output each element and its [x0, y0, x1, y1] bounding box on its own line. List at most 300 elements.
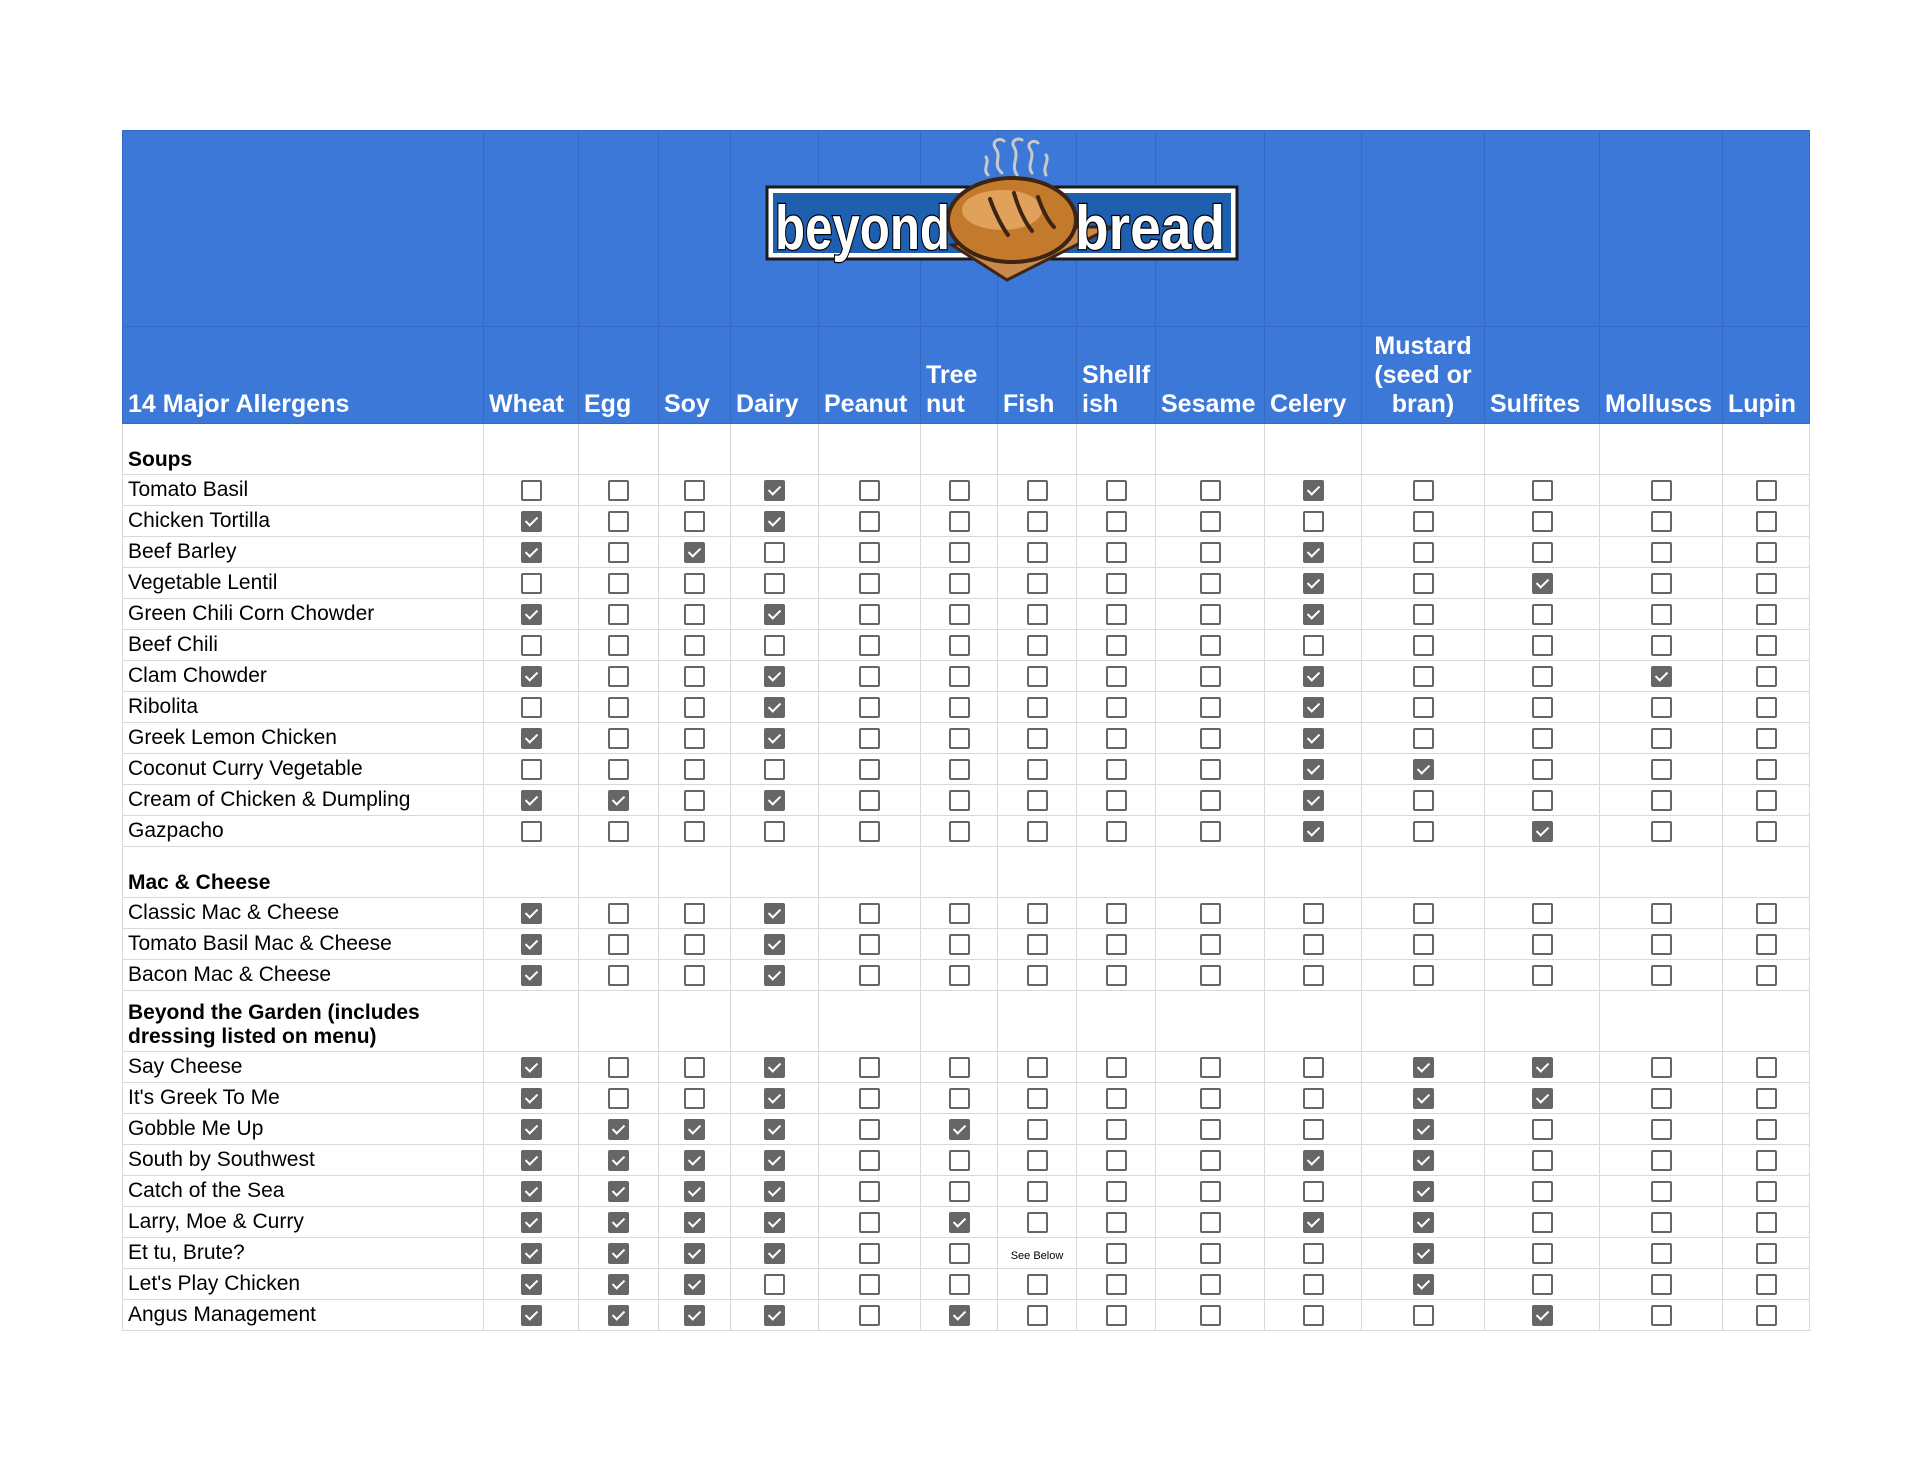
checked-checkbox-icon[interactable]	[608, 1243, 629, 1264]
unchecked-checkbox-icon[interactable]	[859, 965, 880, 986]
checked-checkbox-icon[interactable]	[608, 1150, 629, 1171]
unchecked-checkbox-icon[interactable]	[1027, 790, 1048, 811]
unchecked-checkbox-icon[interactable]	[1651, 1119, 1672, 1140]
unchecked-checkbox-icon[interactable]	[764, 759, 785, 780]
unchecked-checkbox-icon[interactable]	[1532, 635, 1553, 656]
unchecked-checkbox-icon[interactable]	[1413, 604, 1434, 625]
unchecked-checkbox-icon[interactable]	[949, 1088, 970, 1109]
unchecked-checkbox-icon[interactable]	[764, 635, 785, 656]
unchecked-checkbox-icon[interactable]	[859, 1305, 880, 1326]
unchecked-checkbox-icon[interactable]	[949, 728, 970, 749]
unchecked-checkbox-icon[interactable]	[608, 759, 629, 780]
unchecked-checkbox-icon[interactable]	[1106, 934, 1127, 955]
unchecked-checkbox-icon[interactable]	[1200, 790, 1221, 811]
checked-checkbox-icon[interactable]	[764, 480, 785, 501]
checked-checkbox-icon[interactable]	[764, 1181, 785, 1202]
unchecked-checkbox-icon[interactable]	[949, 903, 970, 924]
checked-checkbox-icon[interactable]	[684, 1243, 705, 1264]
unchecked-checkbox-icon[interactable]	[1756, 1181, 1777, 1202]
unchecked-checkbox-icon[interactable]	[684, 511, 705, 532]
checked-checkbox-icon[interactable]	[521, 1057, 542, 1078]
checked-checkbox-icon[interactable]	[1303, 666, 1324, 687]
unchecked-checkbox-icon[interactable]	[684, 604, 705, 625]
checked-checkbox-icon[interactable]	[521, 1274, 542, 1295]
unchecked-checkbox-icon[interactable]	[1651, 821, 1672, 842]
unchecked-checkbox-icon[interactable]	[859, 1243, 880, 1264]
unchecked-checkbox-icon[interactable]	[859, 759, 880, 780]
checked-checkbox-icon[interactable]	[764, 728, 785, 749]
unchecked-checkbox-icon[interactable]	[1106, 1057, 1127, 1078]
unchecked-checkbox-icon[interactable]	[1756, 1212, 1777, 1233]
unchecked-checkbox-icon[interactable]	[1532, 728, 1553, 749]
unchecked-checkbox-icon[interactable]	[1756, 1119, 1777, 1140]
checked-checkbox-icon[interactable]	[684, 1150, 705, 1171]
unchecked-checkbox-icon[interactable]	[1200, 821, 1221, 842]
unchecked-checkbox-icon[interactable]	[1413, 573, 1434, 594]
unchecked-checkbox-icon[interactable]	[1651, 1212, 1672, 1233]
unchecked-checkbox-icon[interactable]	[949, 511, 970, 532]
unchecked-checkbox-icon[interactable]	[1106, 511, 1127, 532]
unchecked-checkbox-icon[interactable]	[684, 790, 705, 811]
unchecked-checkbox-icon[interactable]	[1532, 759, 1553, 780]
unchecked-checkbox-icon[interactable]	[949, 1181, 970, 1202]
checked-checkbox-icon[interactable]	[1303, 1150, 1324, 1171]
unchecked-checkbox-icon[interactable]	[1200, 1150, 1221, 1171]
checked-checkbox-icon[interactable]	[1413, 1181, 1434, 1202]
checked-checkbox-icon[interactable]	[1303, 759, 1324, 780]
unchecked-checkbox-icon[interactable]	[1532, 1212, 1553, 1233]
checked-checkbox-icon[interactable]	[1413, 1274, 1434, 1295]
unchecked-checkbox-icon[interactable]	[949, 697, 970, 718]
unchecked-checkbox-icon[interactable]	[1651, 573, 1672, 594]
unchecked-checkbox-icon[interactable]	[608, 573, 629, 594]
unchecked-checkbox-icon[interactable]	[764, 1274, 785, 1295]
unchecked-checkbox-icon[interactable]	[1532, 604, 1553, 625]
unchecked-checkbox-icon[interactable]	[1027, 821, 1048, 842]
unchecked-checkbox-icon[interactable]	[1200, 1305, 1221, 1326]
unchecked-checkbox-icon[interactable]	[1532, 1150, 1553, 1171]
unchecked-checkbox-icon[interactable]	[608, 821, 629, 842]
checked-checkbox-icon[interactable]	[1303, 728, 1324, 749]
unchecked-checkbox-icon[interactable]	[1027, 1150, 1048, 1171]
unchecked-checkbox-icon[interactable]	[1756, 666, 1777, 687]
unchecked-checkbox-icon[interactable]	[949, 1243, 970, 1264]
unchecked-checkbox-icon[interactable]	[1200, 1212, 1221, 1233]
unchecked-checkbox-icon[interactable]	[684, 1057, 705, 1078]
unchecked-checkbox-icon[interactable]	[1303, 1088, 1324, 1109]
unchecked-checkbox-icon[interactable]	[1651, 1150, 1672, 1171]
checked-checkbox-icon[interactable]	[521, 604, 542, 625]
unchecked-checkbox-icon[interactable]	[1413, 511, 1434, 532]
unchecked-checkbox-icon[interactable]	[859, 573, 880, 594]
checked-checkbox-icon[interactable]	[521, 1181, 542, 1202]
checked-checkbox-icon[interactable]	[1303, 790, 1324, 811]
unchecked-checkbox-icon[interactable]	[764, 821, 785, 842]
unchecked-checkbox-icon[interactable]	[1756, 790, 1777, 811]
checked-checkbox-icon[interactable]	[764, 1305, 785, 1326]
unchecked-checkbox-icon[interactable]	[1027, 934, 1048, 955]
unchecked-checkbox-icon[interactable]	[1651, 1057, 1672, 1078]
checked-checkbox-icon[interactable]	[684, 542, 705, 563]
unchecked-checkbox-icon[interactable]	[859, 903, 880, 924]
checked-checkbox-icon[interactable]	[521, 1150, 542, 1171]
unchecked-checkbox-icon[interactable]	[1200, 903, 1221, 924]
checked-checkbox-icon[interactable]	[1413, 759, 1434, 780]
unchecked-checkbox-icon[interactable]	[1756, 1274, 1777, 1295]
unchecked-checkbox-icon[interactable]	[949, 1274, 970, 1295]
unchecked-checkbox-icon[interactable]	[608, 934, 629, 955]
unchecked-checkbox-icon[interactable]	[859, 934, 880, 955]
checked-checkbox-icon[interactable]	[608, 1305, 629, 1326]
checked-checkbox-icon[interactable]	[764, 1212, 785, 1233]
checked-checkbox-icon[interactable]	[764, 511, 785, 532]
unchecked-checkbox-icon[interactable]	[1651, 542, 1672, 563]
checked-checkbox-icon[interactable]	[1413, 1119, 1434, 1140]
unchecked-checkbox-icon[interactable]	[1200, 1181, 1221, 1202]
unchecked-checkbox-icon[interactable]	[1027, 666, 1048, 687]
unchecked-checkbox-icon[interactable]	[1303, 965, 1324, 986]
checked-checkbox-icon[interactable]	[764, 790, 785, 811]
checked-checkbox-icon[interactable]	[521, 790, 542, 811]
unchecked-checkbox-icon[interactable]	[1027, 480, 1048, 501]
unchecked-checkbox-icon[interactable]	[521, 821, 542, 842]
unchecked-checkbox-icon[interactable]	[949, 759, 970, 780]
unchecked-checkbox-icon[interactable]	[1106, 635, 1127, 656]
unchecked-checkbox-icon[interactable]	[1756, 934, 1777, 955]
unchecked-checkbox-icon[interactable]	[1200, 1243, 1221, 1264]
unchecked-checkbox-icon[interactable]	[1027, 697, 1048, 718]
unchecked-checkbox-icon[interactable]	[859, 1150, 880, 1171]
checked-checkbox-icon[interactable]	[1413, 1150, 1434, 1171]
unchecked-checkbox-icon[interactable]	[1027, 511, 1048, 532]
checked-checkbox-icon[interactable]	[521, 511, 542, 532]
checked-checkbox-icon[interactable]	[521, 1305, 542, 1326]
unchecked-checkbox-icon[interactable]	[949, 604, 970, 625]
unchecked-checkbox-icon[interactable]	[1303, 1243, 1324, 1264]
unchecked-checkbox-icon[interactable]	[1413, 635, 1434, 656]
unchecked-checkbox-icon[interactable]	[1106, 1243, 1127, 1264]
checked-checkbox-icon[interactable]	[521, 666, 542, 687]
checked-checkbox-icon[interactable]	[1651, 666, 1672, 687]
unchecked-checkbox-icon[interactable]	[1756, 604, 1777, 625]
unchecked-checkbox-icon[interactable]	[608, 728, 629, 749]
unchecked-checkbox-icon[interactable]	[1027, 965, 1048, 986]
unchecked-checkbox-icon[interactable]	[608, 1057, 629, 1078]
checked-checkbox-icon[interactable]	[1303, 821, 1324, 842]
unchecked-checkbox-icon[interactable]	[859, 511, 880, 532]
unchecked-checkbox-icon[interactable]	[1106, 666, 1127, 687]
unchecked-checkbox-icon[interactable]	[1027, 759, 1048, 780]
unchecked-checkbox-icon[interactable]	[1027, 1181, 1048, 1202]
unchecked-checkbox-icon[interactable]	[859, 697, 880, 718]
unchecked-checkbox-icon[interactable]	[1532, 1119, 1553, 1140]
unchecked-checkbox-icon[interactable]	[1200, 965, 1221, 986]
unchecked-checkbox-icon[interactable]	[1532, 542, 1553, 563]
unchecked-checkbox-icon[interactable]	[859, 728, 880, 749]
unchecked-checkbox-icon[interactable]	[859, 635, 880, 656]
unchecked-checkbox-icon[interactable]	[1303, 903, 1324, 924]
checked-checkbox-icon[interactable]	[764, 1088, 785, 1109]
unchecked-checkbox-icon[interactable]	[684, 635, 705, 656]
unchecked-checkbox-icon[interactable]	[1756, 728, 1777, 749]
unchecked-checkbox-icon[interactable]	[1200, 480, 1221, 501]
unchecked-checkbox-icon[interactable]	[1651, 1181, 1672, 1202]
unchecked-checkbox-icon[interactable]	[1303, 1274, 1324, 1295]
unchecked-checkbox-icon[interactable]	[1027, 542, 1048, 563]
unchecked-checkbox-icon[interactable]	[1413, 480, 1434, 501]
unchecked-checkbox-icon[interactable]	[521, 635, 542, 656]
unchecked-checkbox-icon[interactable]	[1756, 480, 1777, 501]
unchecked-checkbox-icon[interactable]	[949, 635, 970, 656]
unchecked-checkbox-icon[interactable]	[1651, 759, 1672, 780]
unchecked-checkbox-icon[interactable]	[1106, 728, 1127, 749]
unchecked-checkbox-icon[interactable]	[1756, 573, 1777, 594]
unchecked-checkbox-icon[interactable]	[684, 1088, 705, 1109]
unchecked-checkbox-icon[interactable]	[949, 821, 970, 842]
checked-checkbox-icon[interactable]	[1303, 604, 1324, 625]
unchecked-checkbox-icon[interactable]	[608, 511, 629, 532]
checked-checkbox-icon[interactable]	[1413, 1212, 1434, 1233]
unchecked-checkbox-icon[interactable]	[1756, 697, 1777, 718]
checked-checkbox-icon[interactable]	[684, 1305, 705, 1326]
unchecked-checkbox-icon[interactable]	[1027, 604, 1048, 625]
unchecked-checkbox-icon[interactable]	[1106, 1150, 1127, 1171]
unchecked-checkbox-icon[interactable]	[1413, 903, 1434, 924]
unchecked-checkbox-icon[interactable]	[521, 759, 542, 780]
unchecked-checkbox-icon[interactable]	[1651, 480, 1672, 501]
unchecked-checkbox-icon[interactable]	[1413, 821, 1434, 842]
unchecked-checkbox-icon[interactable]	[1027, 1212, 1048, 1233]
checked-checkbox-icon[interactable]	[521, 542, 542, 563]
unchecked-checkbox-icon[interactable]	[1106, 542, 1127, 563]
unchecked-checkbox-icon[interactable]	[1200, 573, 1221, 594]
unchecked-checkbox-icon[interactable]	[1200, 759, 1221, 780]
unchecked-checkbox-icon[interactable]	[1303, 1305, 1324, 1326]
unchecked-checkbox-icon[interactable]	[859, 821, 880, 842]
unchecked-checkbox-icon[interactable]	[1303, 1181, 1324, 1202]
checked-checkbox-icon[interactable]	[949, 1305, 970, 1326]
unchecked-checkbox-icon[interactable]	[1027, 573, 1048, 594]
checked-checkbox-icon[interactable]	[949, 1119, 970, 1140]
unchecked-checkbox-icon[interactable]	[1106, 1274, 1127, 1295]
unchecked-checkbox-icon[interactable]	[1413, 965, 1434, 986]
unchecked-checkbox-icon[interactable]	[1756, 1150, 1777, 1171]
unchecked-checkbox-icon[interactable]	[949, 934, 970, 955]
checked-checkbox-icon[interactable]	[1303, 480, 1324, 501]
checked-checkbox-icon[interactable]	[684, 1181, 705, 1202]
checked-checkbox-icon[interactable]	[1413, 1243, 1434, 1264]
unchecked-checkbox-icon[interactable]	[1106, 821, 1127, 842]
unchecked-checkbox-icon[interactable]	[859, 1181, 880, 1202]
unchecked-checkbox-icon[interactable]	[1756, 635, 1777, 656]
unchecked-checkbox-icon[interactable]	[1532, 1243, 1553, 1264]
unchecked-checkbox-icon[interactable]	[684, 728, 705, 749]
unchecked-checkbox-icon[interactable]	[1027, 728, 1048, 749]
unchecked-checkbox-icon[interactable]	[608, 1088, 629, 1109]
unchecked-checkbox-icon[interactable]	[1413, 542, 1434, 563]
unchecked-checkbox-icon[interactable]	[1200, 604, 1221, 625]
unchecked-checkbox-icon[interactable]	[1200, 1088, 1221, 1109]
checked-checkbox-icon[interactable]	[684, 1119, 705, 1140]
unchecked-checkbox-icon[interactable]	[684, 903, 705, 924]
unchecked-checkbox-icon[interactable]	[1532, 790, 1553, 811]
unchecked-checkbox-icon[interactable]	[1651, 728, 1672, 749]
unchecked-checkbox-icon[interactable]	[684, 965, 705, 986]
unchecked-checkbox-icon[interactable]	[859, 1057, 880, 1078]
unchecked-checkbox-icon[interactable]	[1756, 542, 1777, 563]
unchecked-checkbox-icon[interactable]	[1106, 1212, 1127, 1233]
checked-checkbox-icon[interactable]	[521, 934, 542, 955]
checked-checkbox-icon[interactable]	[521, 1212, 542, 1233]
unchecked-checkbox-icon[interactable]	[1532, 666, 1553, 687]
unchecked-checkbox-icon[interactable]	[859, 1088, 880, 1109]
unchecked-checkbox-icon[interactable]	[1106, 1181, 1127, 1202]
unchecked-checkbox-icon[interactable]	[1303, 511, 1324, 532]
unchecked-checkbox-icon[interactable]	[1651, 1243, 1672, 1264]
unchecked-checkbox-icon[interactable]	[1651, 790, 1672, 811]
unchecked-checkbox-icon[interactable]	[684, 666, 705, 687]
unchecked-checkbox-icon[interactable]	[608, 542, 629, 563]
unchecked-checkbox-icon[interactable]	[1200, 511, 1221, 532]
unchecked-checkbox-icon[interactable]	[949, 965, 970, 986]
unchecked-checkbox-icon[interactable]	[1027, 1274, 1048, 1295]
unchecked-checkbox-icon[interactable]	[1756, 821, 1777, 842]
unchecked-checkbox-icon[interactable]	[608, 965, 629, 986]
unchecked-checkbox-icon[interactable]	[1303, 635, 1324, 656]
unchecked-checkbox-icon[interactable]	[1756, 1243, 1777, 1264]
unchecked-checkbox-icon[interactable]	[1106, 790, 1127, 811]
checked-checkbox-icon[interactable]	[521, 1088, 542, 1109]
checked-checkbox-icon[interactable]	[521, 728, 542, 749]
checked-checkbox-icon[interactable]	[608, 1181, 629, 1202]
unchecked-checkbox-icon[interactable]	[1756, 903, 1777, 924]
checked-checkbox-icon[interactable]	[1532, 573, 1553, 594]
unchecked-checkbox-icon[interactable]	[1532, 511, 1553, 532]
unchecked-checkbox-icon[interactable]	[1756, 1088, 1777, 1109]
unchecked-checkbox-icon[interactable]	[1303, 1119, 1324, 1140]
checked-checkbox-icon[interactable]	[1303, 697, 1324, 718]
unchecked-checkbox-icon[interactable]	[1027, 1305, 1048, 1326]
unchecked-checkbox-icon[interactable]	[608, 697, 629, 718]
unchecked-checkbox-icon[interactable]	[1200, 728, 1221, 749]
checked-checkbox-icon[interactable]	[764, 1057, 785, 1078]
unchecked-checkbox-icon[interactable]	[1200, 542, 1221, 563]
checked-checkbox-icon[interactable]	[1532, 821, 1553, 842]
unchecked-checkbox-icon[interactable]	[1651, 635, 1672, 656]
unchecked-checkbox-icon[interactable]	[949, 573, 970, 594]
unchecked-checkbox-icon[interactable]	[1200, 666, 1221, 687]
checked-checkbox-icon[interactable]	[949, 1212, 970, 1233]
unchecked-checkbox-icon[interactable]	[1532, 1181, 1553, 1202]
checked-checkbox-icon[interactable]	[764, 1119, 785, 1140]
unchecked-checkbox-icon[interactable]	[1413, 666, 1434, 687]
unchecked-checkbox-icon[interactable]	[684, 759, 705, 780]
unchecked-checkbox-icon[interactable]	[1651, 934, 1672, 955]
unchecked-checkbox-icon[interactable]	[1532, 965, 1553, 986]
unchecked-checkbox-icon[interactable]	[1303, 1057, 1324, 1078]
checked-checkbox-icon[interactable]	[1532, 1088, 1553, 1109]
unchecked-checkbox-icon[interactable]	[859, 480, 880, 501]
checked-checkbox-icon[interactable]	[608, 790, 629, 811]
unchecked-checkbox-icon[interactable]	[949, 1057, 970, 1078]
unchecked-checkbox-icon[interactable]	[1027, 1119, 1048, 1140]
unchecked-checkbox-icon[interactable]	[608, 604, 629, 625]
unchecked-checkbox-icon[interactable]	[859, 1274, 880, 1295]
unchecked-checkbox-icon[interactable]	[1106, 903, 1127, 924]
unchecked-checkbox-icon[interactable]	[1651, 511, 1672, 532]
checked-checkbox-icon[interactable]	[1532, 1057, 1553, 1078]
unchecked-checkbox-icon[interactable]	[949, 480, 970, 501]
checked-checkbox-icon[interactable]	[684, 1274, 705, 1295]
checked-checkbox-icon[interactable]	[764, 965, 785, 986]
unchecked-checkbox-icon[interactable]	[859, 666, 880, 687]
unchecked-checkbox-icon[interactable]	[1756, 511, 1777, 532]
unchecked-checkbox-icon[interactable]	[1532, 934, 1553, 955]
unchecked-checkbox-icon[interactable]	[684, 934, 705, 955]
checked-checkbox-icon[interactable]	[1413, 1057, 1434, 1078]
checked-checkbox-icon[interactable]	[608, 1119, 629, 1140]
checked-checkbox-icon[interactable]	[684, 1212, 705, 1233]
unchecked-checkbox-icon[interactable]	[1106, 480, 1127, 501]
unchecked-checkbox-icon[interactable]	[1106, 573, 1127, 594]
unchecked-checkbox-icon[interactable]	[1200, 697, 1221, 718]
checked-checkbox-icon[interactable]	[764, 1150, 785, 1171]
unchecked-checkbox-icon[interactable]	[1651, 1088, 1672, 1109]
unchecked-checkbox-icon[interactable]	[521, 480, 542, 501]
unchecked-checkbox-icon[interactable]	[1027, 903, 1048, 924]
unchecked-checkbox-icon[interactable]	[949, 790, 970, 811]
checked-checkbox-icon[interactable]	[764, 1243, 785, 1264]
unchecked-checkbox-icon[interactable]	[1200, 1274, 1221, 1295]
checked-checkbox-icon[interactable]	[764, 666, 785, 687]
unchecked-checkbox-icon[interactable]	[1106, 1088, 1127, 1109]
unchecked-checkbox-icon[interactable]	[764, 542, 785, 563]
checked-checkbox-icon[interactable]	[608, 1212, 629, 1233]
unchecked-checkbox-icon[interactable]	[1413, 790, 1434, 811]
unchecked-checkbox-icon[interactable]	[1413, 934, 1434, 955]
checked-checkbox-icon[interactable]	[521, 1243, 542, 1264]
unchecked-checkbox-icon[interactable]	[1027, 1057, 1048, 1078]
unchecked-checkbox-icon[interactable]	[1200, 635, 1221, 656]
unchecked-checkbox-icon[interactable]	[1651, 604, 1672, 625]
unchecked-checkbox-icon[interactable]	[1532, 697, 1553, 718]
unchecked-checkbox-icon[interactable]	[521, 573, 542, 594]
unchecked-checkbox-icon[interactable]	[608, 480, 629, 501]
unchecked-checkbox-icon[interactable]	[764, 573, 785, 594]
checked-checkbox-icon[interactable]	[1303, 573, 1324, 594]
unchecked-checkbox-icon[interactable]	[1532, 480, 1553, 501]
unchecked-checkbox-icon[interactable]	[1651, 1274, 1672, 1295]
unchecked-checkbox-icon[interactable]	[521, 697, 542, 718]
unchecked-checkbox-icon[interactable]	[949, 542, 970, 563]
checked-checkbox-icon[interactable]	[608, 1274, 629, 1295]
unchecked-checkbox-icon[interactable]	[1651, 1305, 1672, 1326]
checked-checkbox-icon[interactable]	[764, 697, 785, 718]
unchecked-checkbox-icon[interactable]	[1106, 759, 1127, 780]
unchecked-checkbox-icon[interactable]	[684, 821, 705, 842]
unchecked-checkbox-icon[interactable]	[608, 666, 629, 687]
unchecked-checkbox-icon[interactable]	[1200, 1119, 1221, 1140]
unchecked-checkbox-icon[interactable]	[1106, 1305, 1127, 1326]
unchecked-checkbox-icon[interactable]	[1027, 1088, 1048, 1109]
unchecked-checkbox-icon[interactable]	[1651, 965, 1672, 986]
unchecked-checkbox-icon[interactable]	[684, 697, 705, 718]
checked-checkbox-icon[interactable]	[1413, 1088, 1434, 1109]
unchecked-checkbox-icon[interactable]	[1106, 965, 1127, 986]
unchecked-checkbox-icon[interactable]	[1106, 604, 1127, 625]
unchecked-checkbox-icon[interactable]	[1027, 635, 1048, 656]
checked-checkbox-icon[interactable]	[764, 604, 785, 625]
